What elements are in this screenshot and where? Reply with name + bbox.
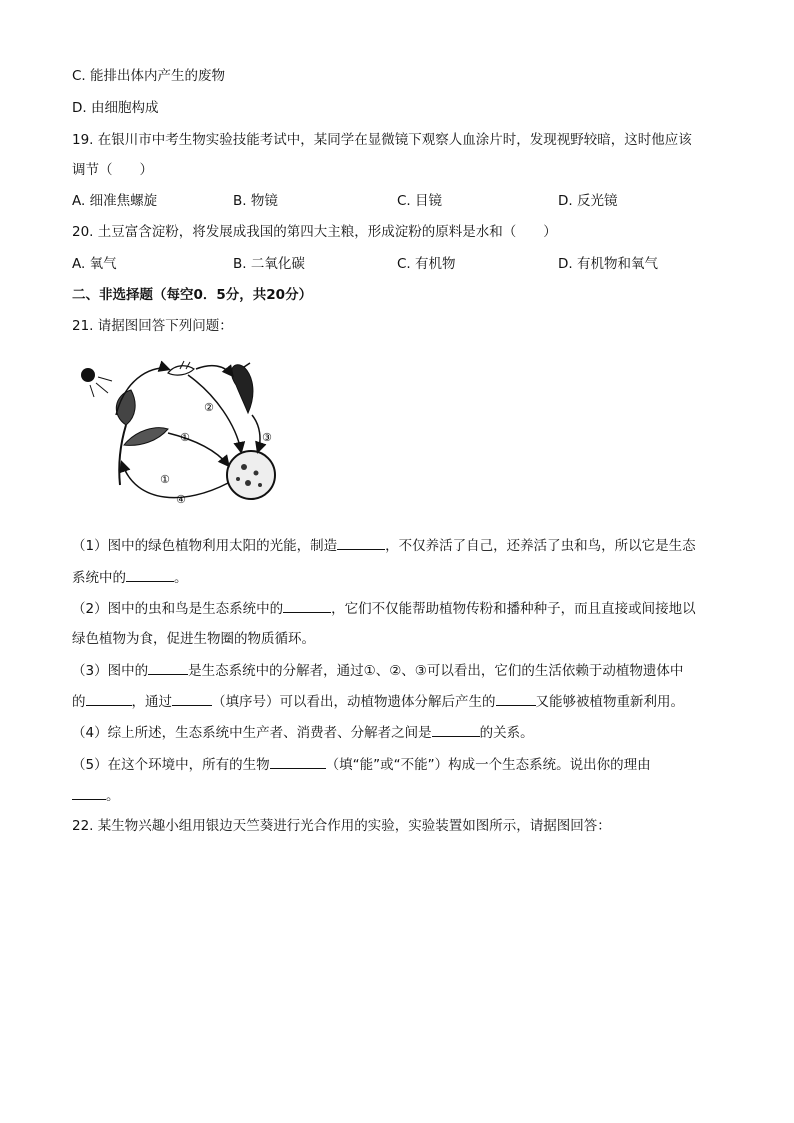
answer-blank[interactable] [496, 691, 536, 706]
q19-stem-line1: 19. 在银川市中考生物实验技能考试中，某同学在显微镜下观察人血涂片时，发现视野较暗，这时他应该 [72, 132, 692, 148]
q20-stem: 20. 土豆富含淀粉，将发展成我国的第四大主粮，形成淀粉的原料是水和（ ） [72, 224, 557, 240]
q21-part1-line1 [72, 535, 696, 556]
answer-blank[interactable] [126, 567, 174, 582]
answer-blank[interactable] [148, 660, 188, 675]
q21-part2-text: ，它们不仅能帮助植物传粉和播种种子，而且直接或间接地以 [331, 601, 696, 617]
q21-part3-line1 [72, 660, 683, 681]
q19-option-c: C. 目镜 [397, 193, 443, 209]
q19-options [72, 191, 722, 211]
green-plant-icon [116, 390, 168, 485]
q21-part4-text: 的关系。 [479, 725, 534, 741]
diagram-label: ② [204, 401, 214, 414]
bird-icon [231, 363, 253, 413]
answer-blank[interactable] [86, 691, 132, 706]
q21-part3-text: 是生态系统中的分解者，通过①、②、③可以看出，它们的生活依赖于动植物遗体中 [188, 663, 684, 679]
q21-part2-line1 [72, 598, 696, 619]
q19-option-d: D. 反光镜 [558, 193, 618, 209]
q21-part1-line2 [72, 567, 188, 588]
q19-stem-line2: 调节（ ） [72, 162, 153, 178]
insect-icon [168, 361, 194, 375]
q20-option-c: C. 有机物 [397, 256, 456, 272]
q20-option-d: D. 有机物和氧气 [558, 256, 658, 272]
q19-option-a: A. 细准焦螺旋 [72, 193, 158, 209]
q21-part2-text: （2）图中的虫和鸟是生态系统中的 [72, 601, 284, 617]
answer-blank[interactable] [283, 598, 331, 613]
q21-part3-text: 又能够被植物重新利用。 [535, 694, 684, 710]
diagram-label: ③ [262, 431, 272, 444]
q20-option-a: A. 氧气 [72, 256, 117, 272]
q21-part1-text: （1）图中的绿色植物利用太阳的光能，制造 [72, 538, 338, 554]
q21-part3-text: （3）图中的 [72, 663, 149, 679]
q21-part4-text: （4）综上所述，生态系统中生产者、消费者、分解者之间是 [72, 725, 432, 741]
q21-part3-text: ，通过 [131, 694, 172, 710]
q22-stem: 22. 某生物兴趣小组用银边天竺葵进行光合作用的实验，实验装置如图所示，请据图回答： [72, 818, 611, 834]
answer-blank[interactable] [337, 535, 385, 550]
q21-stem: 21. 请据图回答下列问题： [72, 318, 233, 334]
sun-icon [81, 368, 112, 397]
decomposer-circle [227, 451, 275, 499]
q21-part3-line2 [72, 691, 684, 712]
answer-blank[interactable] [270, 754, 326, 769]
q19-option-b: B. 物镜 [233, 193, 278, 209]
q21-part1-text: 。 [174, 570, 188, 586]
q21-part1-text: 系统中的 [72, 570, 126, 586]
answer-blank[interactable] [72, 785, 106, 800]
q21-part3-text: 的 [72, 694, 86, 710]
q21-part5-text: （5）在这个环境中，所有的生物 [72, 757, 270, 773]
q21-part5-line1 [72, 754, 651, 775]
q21-part5-line2 [72, 785, 120, 806]
q18-option-d: D. 由细胞构成 [72, 100, 159, 116]
q20-options [72, 254, 722, 274]
q21-part1-text: ，不仅养活了自己，还养活了虫和鸟，所以它是生态 [385, 538, 696, 554]
q18-option-c: C. 能排出体内产生的废物 [72, 68, 226, 84]
q21-part2-line2: 绿色植物为食，促进生物圈的物质循环。 [72, 631, 315, 647]
q21-part5-text: （填“能”或“不能”）构成一个生态系统。说出你的理由 [325, 757, 651, 773]
diagram-label: ④ [176, 493, 186, 506]
section-heading: 二、非选择题（每空0．5分，共20分） [72, 287, 313, 303]
q21-part3-text: （填序号）可以看出，动植物遗体分解后产生的 [212, 694, 496, 710]
q21-part4 [72, 722, 534, 743]
ecosystem-diagram [76, 355, 296, 515]
answer-blank[interactable] [172, 691, 212, 706]
diagram-label: ① [160, 473, 170, 486]
answer-blank[interactable] [432, 722, 480, 737]
q21-part5-text: 。 [106, 788, 120, 804]
diagram-label: ① [180, 431, 190, 444]
q20-option-b: B. 二氧化碳 [233, 256, 305, 272]
